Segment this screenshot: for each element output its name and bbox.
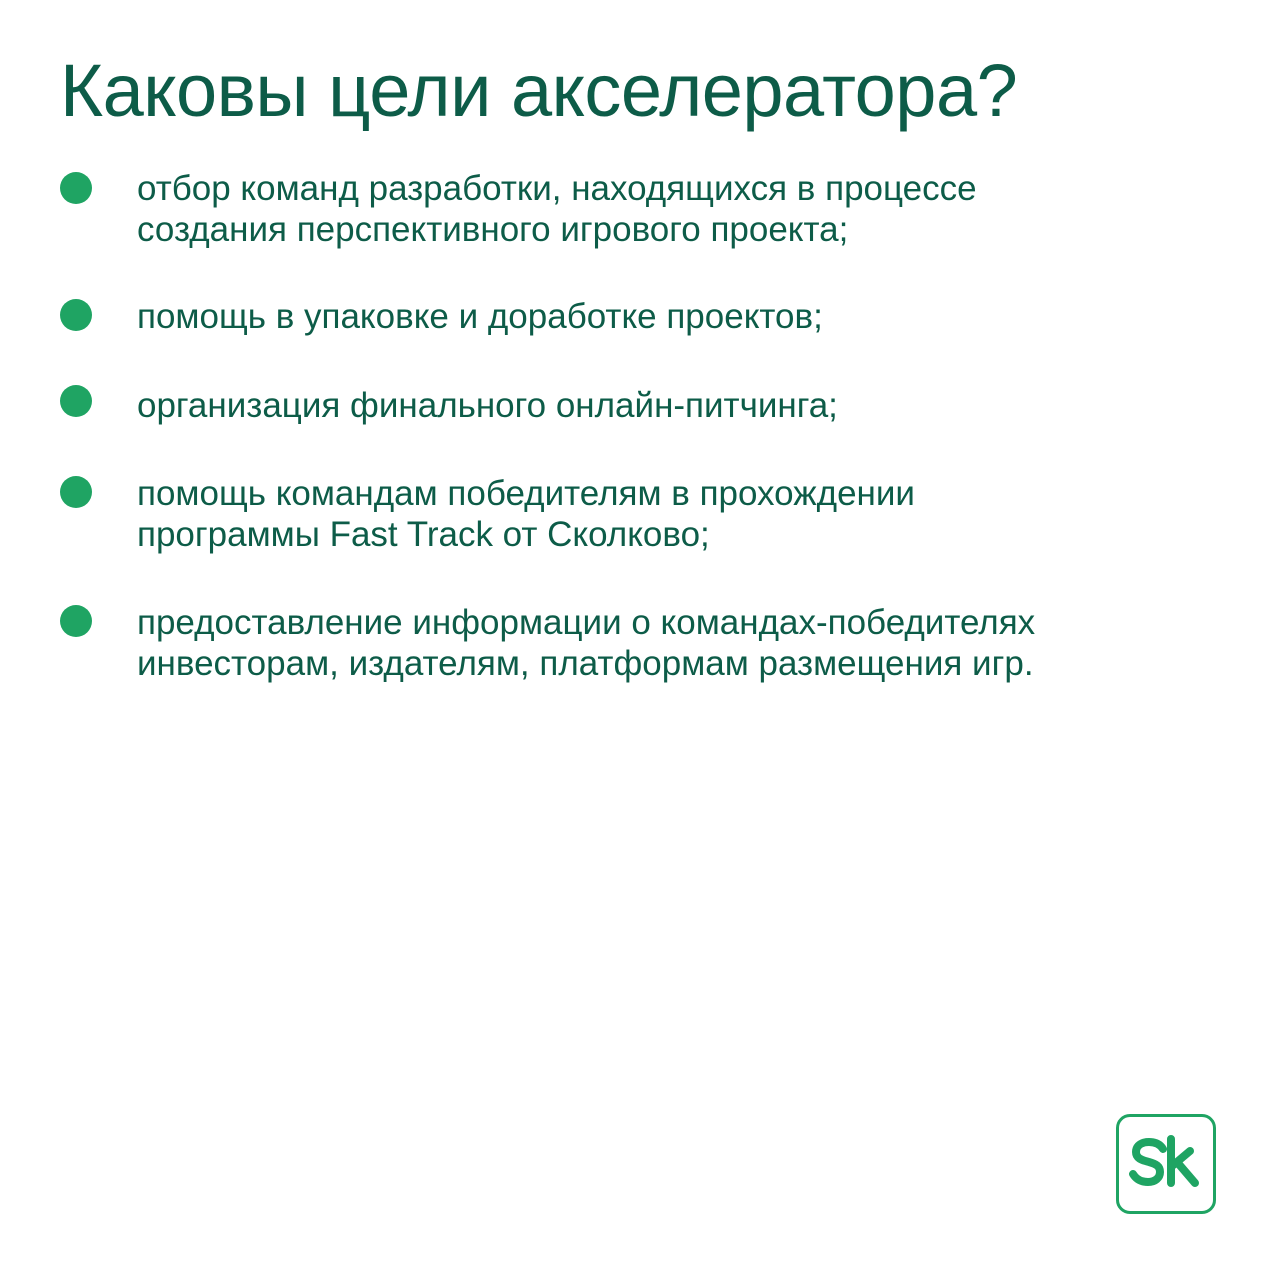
goal-item [56, 168, 1236, 258]
bullet-dot-icon [60, 605, 92, 637]
goal-item [56, 296, 1236, 386]
goal-line: помощь командам победителям в прохождении [137, 474, 915, 513]
bullet-dot-icon [60, 385, 92, 417]
skolkovo-logo-icon [1119, 1117, 1213, 1211]
goal-item [56, 473, 1236, 563]
bullet-dot-icon [60, 476, 92, 508]
goal-text [137, 296, 1232, 337]
goal-text [137, 602, 1232, 684]
bullet-dot-icon [60, 172, 92, 204]
bullet-dot-icon [60, 299, 92, 331]
goal-line: создания перспективного игрового проекта; [137, 210, 849, 249]
goal-item [56, 385, 1236, 475]
page-title: Каковы цели акселератора? [60, 49, 1018, 132]
goal-text [137, 168, 1232, 250]
goal-line: программы Fast Track от Сколково; [137, 515, 710, 554]
goal-line: помощь в упаковке и доработке проектов; [137, 297, 823, 336]
goal-text [137, 385, 1232, 426]
goal-line: отбор команд разработки, находящихся в процессе [137, 169, 977, 208]
goal-line: предоставление информации о командах-победителях [137, 603, 1036, 642]
logo-letter-k [1171, 1139, 1195, 1183]
goal-line: организация финального онлайн-питчинга; [137, 386, 838, 425]
goal-item [56, 602, 1236, 692]
goal-line: инвесторам, издателям, платформам размещения игр. [137, 644, 1034, 683]
skolkovo-logo [1116, 1114, 1216, 1214]
logo-letter-s [1133, 1142, 1163, 1182]
goal-text [137, 473, 1232, 555]
